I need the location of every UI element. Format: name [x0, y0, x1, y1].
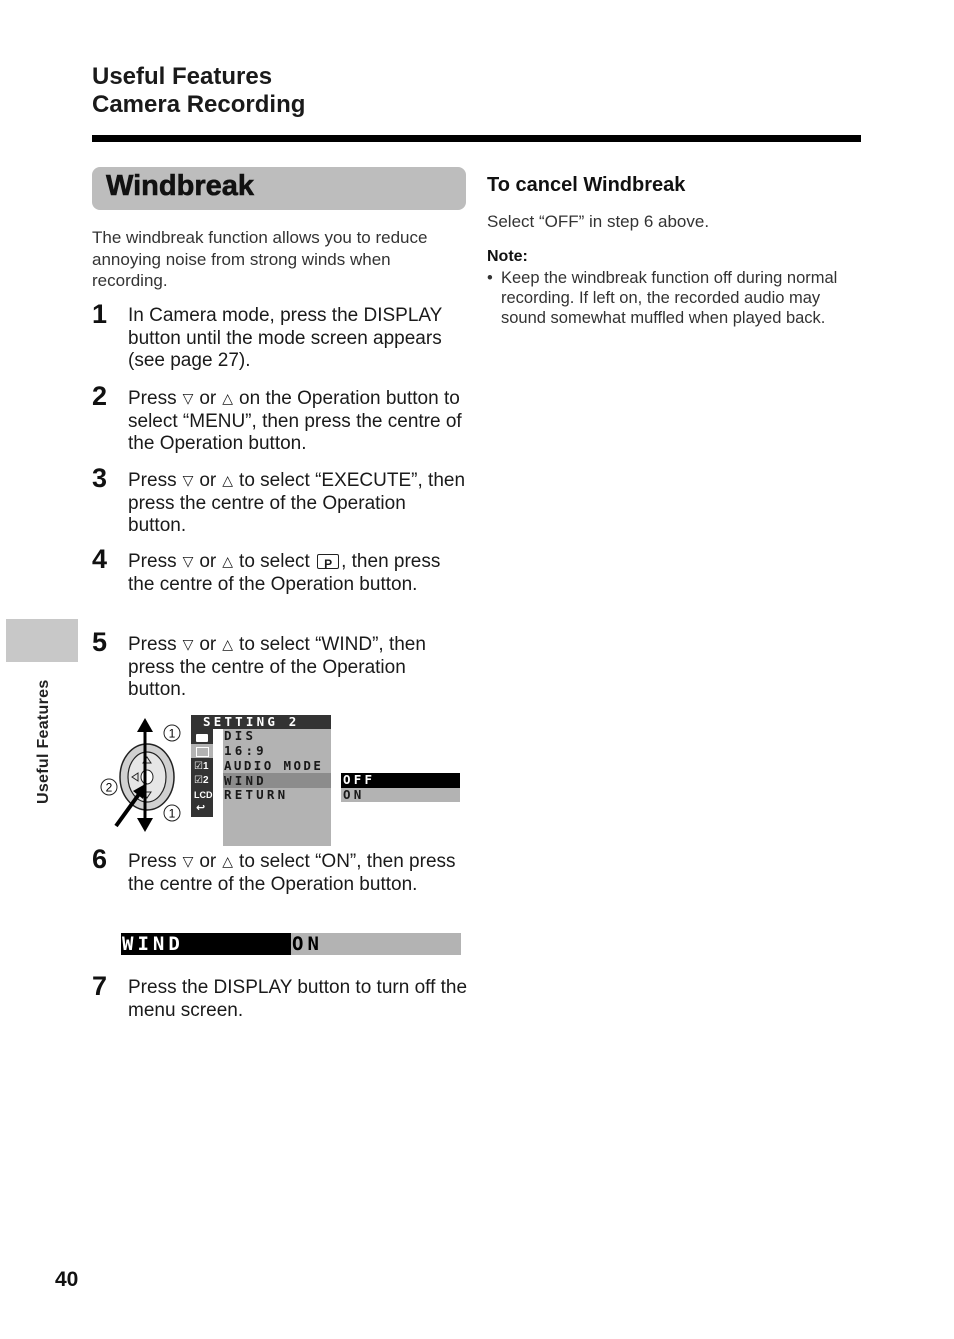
wind-status-bar [121, 933, 461, 955]
down-triangle-icon: ▽ [182, 636, 194, 652]
cancel-text: Select “OFF” in step 6 above. [487, 212, 710, 231]
up-triangle-icon: △ [222, 853, 234, 869]
menu-header: SETTING 2 [203, 714, 300, 729]
up-triangle-icon: △ [222, 472, 234, 488]
step-text: Press ▽ or △ to select P , then press the centre of the Operation button. [128, 551, 441, 595]
down-triangle-icon: ▽ [182, 553, 194, 569]
wind-value: ON [292, 933, 323, 955]
step-number: 1 [92, 299, 108, 329]
option-on: ON [343, 787, 365, 802]
side-tab [6, 619, 78, 662]
down-triangle-icon: ▽ [182, 853, 194, 869]
wind-label: WIND [122, 933, 184, 955]
step-number: 3 [92, 463, 108, 493]
option-off-bar [341, 773, 460, 788]
intro-text: The windbreak function allows you to reduce annoying noise from strong winds when recording. [92, 228, 428, 290]
operation-button-illustration [92, 712, 192, 848]
down-triangle-icon: ▽ [182, 390, 194, 406]
menu-header-bar [191, 715, 331, 729]
step-text: Press ▽ or △ to select “EXECUTE”, then press the centre of the Operation button. [128, 470, 466, 536]
up-triangle-icon: △ [222, 553, 234, 569]
lcd-icon: LCD [194, 790, 213, 800]
note-label: Note: [487, 248, 528, 265]
side-tab-label: Useful Features [35, 679, 52, 804]
step-text: Press ▽ or △ to select “ON”, then press the centre of the Operation button. [128, 851, 456, 895]
page-title-box [92, 167, 466, 210]
step-number: 7 [92, 971, 108, 1001]
menu-item-audio-mode: AUDIO MODE [224, 758, 324, 773]
step-text: Press ▽ or △ to select “WIND”, then press the centre of the Operation button. [128, 634, 426, 700]
check-1-icon: ☑1 [194, 761, 209, 772]
up-triangle-icon: △ [222, 390, 234, 406]
menu-item-16-9: 16:9 [224, 743, 267, 758]
note-bullet: • [487, 269, 493, 287]
menu-item-wind: WIND [224, 773, 267, 788]
menu-icon-column [191, 729, 213, 817]
page-number: 40 [55, 1268, 79, 1291]
header-line-2: Camera Recording [92, 91, 306, 118]
header-rule [92, 135, 861, 142]
option-off: OFF [343, 772, 376, 787]
up-triangle-icon: △ [222, 636, 234, 652]
step-number: 4 [92, 544, 108, 574]
step-number: 2 [92, 381, 108, 411]
menu-diagram [92, 712, 472, 848]
camera-icon [196, 734, 208, 742]
step-text: In Camera mode, press the DISPLAY button until the mode screen appears (see page 27). [128, 305, 443, 371]
note-text: Keep the windbreak function off during normal recording. If left on, the recorded audio may sound somewhat muffled when played back. [501, 269, 838, 327]
step-text: Press the DISPLAY button to turn off the menu screen. [128, 977, 468, 1021]
step-number: 6 [92, 844, 108, 874]
menu-item-return: RETURN [224, 787, 289, 802]
note-text-block [487, 268, 847, 328]
callout-2: 2 [105, 780, 113, 795]
camera-settings-icon [196, 747, 209, 757]
cancel-heading: To cancel Windbreak [487, 174, 686, 196]
header-line-1: Useful Features [92, 63, 273, 90]
section-header [92, 63, 305, 119]
step-text: Press ▽ or △ on the Operation button to select “MENU”, then press the centre of the Operation button. [128, 388, 462, 454]
down-triangle-icon: ▽ [182, 472, 194, 488]
camera-settings-icon: P [317, 554, 339, 569]
menu-item-dis: DIS [224, 728, 257, 743]
option-on-bar [341, 788, 460, 802]
callout-1-bottom: 1 [168, 806, 176, 821]
step-number: 5 [92, 627, 108, 657]
callout-1-top: 1 [168, 726, 176, 741]
check-2-icon: ☑2 [194, 775, 209, 786]
page-title: Windbreak [106, 170, 254, 202]
return-icon: ↩ [196, 802, 206, 814]
